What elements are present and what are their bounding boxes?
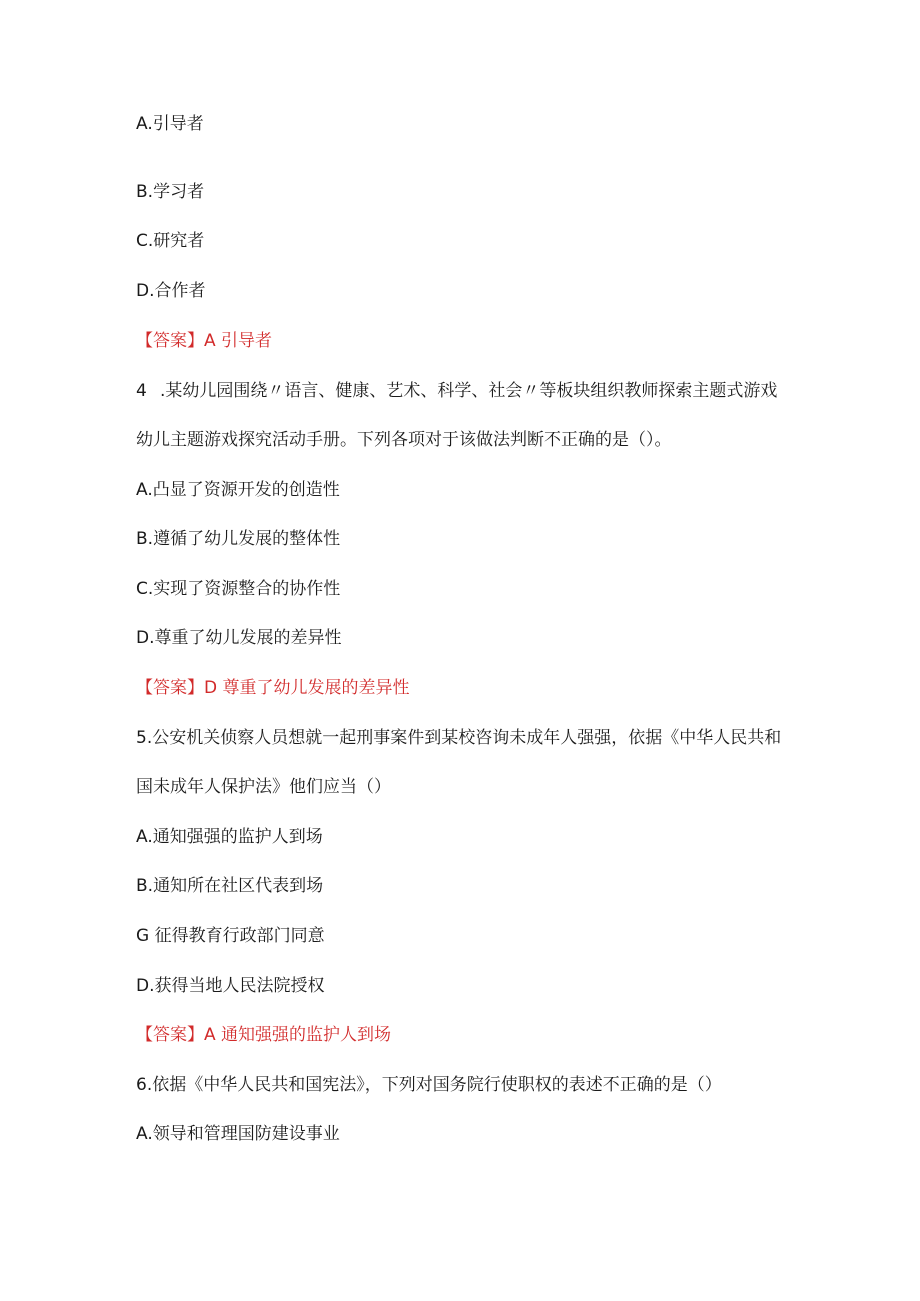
q4-number: 4 <box>136 381 147 401</box>
q3-option-c: C.研究者 <box>136 231 205 251</box>
q5-answer: 【答案】A 通知强强的监护人到场 <box>136 1025 392 1045</box>
q4-answer: 【答案】D 尊重了幼儿发展的差异性 <box>136 678 410 698</box>
q4-stem-line2: 幼儿主题游戏探究活动手册。下列各项对于该做法判断不正确的是（）。 <box>136 430 672 450</box>
q4-stem-line1 <box>136 380 777 402</box>
q5-stem-line2: 国未成年人保护法》他们应当（） <box>136 777 391 797</box>
q4-stem-text: .某幼儿园围绕〃语言、健康、艺术、科学、社会〃等板块组织教师探索主题式游戏 <box>160 381 778 401</box>
q4-option-d: D.尊重了幼儿发展的差异性 <box>136 628 342 648</box>
q3-option-d: D.合作者 <box>136 281 206 301</box>
q3-option-a: A.引导者 <box>136 114 204 134</box>
q6-stem-line1: 6.依据《中华人民共和国宪法》，下列对国务院行使职权的表述不正确的是（） <box>136 1075 722 1095</box>
q3-answer: 【答案】A 引导者 <box>136 331 273 351</box>
q5-option-c: G 征得教育行政部门同意 <box>136 926 325 946</box>
q4-option-b: B.遵循了幼儿发展的整体性 <box>136 529 341 549</box>
q4-option-a: A.凸显了资源开发的创造性 <box>136 480 340 500</box>
q6-option-a: A.领导和管理国防建设事业 <box>136 1124 340 1144</box>
q5-option-a: A.通知强强的监护人到场 <box>136 827 323 847</box>
q4-option-c: C.实现了资源整合的协作性 <box>136 579 341 599</box>
q5-stem-line1: 5.公安机关侦察人员想就一起刑事案件到某校咨询未成年人强强，依据《中华人民共和 <box>136 728 782 748</box>
q5-option-d: D.获得当地人民法院授权 <box>136 976 325 996</box>
q3-option-b: B.学习者 <box>136 182 205 202</box>
q5-option-b: B.通知所在社区代表到场 <box>136 876 324 896</box>
